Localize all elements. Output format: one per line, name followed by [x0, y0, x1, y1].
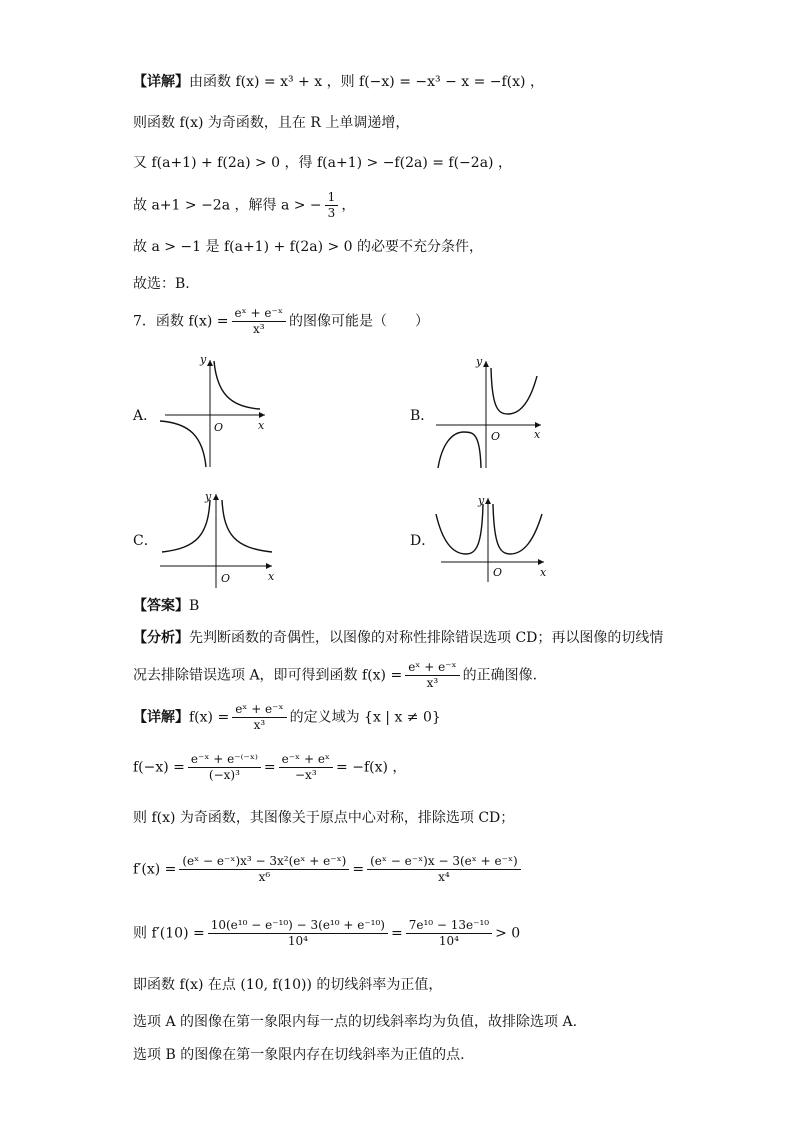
d2-post: = −f(x) ，	[336, 759, 407, 776]
graph-c	[160, 490, 280, 590]
frac-den: 10⁴	[287, 934, 308, 948]
frac-num: 10(e¹⁰ − e⁻¹⁰) − 3(e¹⁰ + e⁻¹⁰)	[208, 918, 388, 934]
option-a-label: A．	[133, 408, 158, 424]
detail-line-3: 又 f(a+1) + f(2a) > 0 ，得 f(a+1) > −f(2a) = f(−2a) ，	[133, 155, 512, 171]
frac-num: eˣ + e⁻ˣ	[232, 702, 286, 718]
x-axis-label: x	[534, 428, 541, 441]
line4-pre: 故 a+1 > −2a ，解得 a > −	[133, 197, 322, 214]
d4-fraction-2	[367, 854, 521, 885]
q7-pre: 7．函数 f(x) =	[133, 313, 229, 330]
d2-fraction-2	[279, 752, 333, 783]
frac-den: x³	[252, 322, 265, 336]
detail-line-2: 则函数 f(x) 为奇函数，且在 R 上单调递增，	[133, 115, 410, 131]
d5-eq: =	[390, 925, 403, 942]
y-axis-label: y	[200, 353, 207, 366]
frac-den: x³	[426, 676, 439, 690]
detail-q7-tag: 【详解】	[133, 709, 189, 726]
frac-num: 7e¹⁰ − 13e⁻¹⁰	[406, 918, 492, 934]
d1-fraction	[232, 702, 286, 733]
y-axis-label: y	[205, 490, 212, 503]
d1-post: 的定义域为 {x | x ≠ 0}	[289, 709, 441, 726]
y-axis-label: y	[476, 355, 483, 368]
frac-den: x⁶	[258, 870, 271, 884]
option-d-label: D．	[410, 533, 436, 549]
frac-den: (−x)³	[208, 768, 240, 782]
line4-post: ，	[341, 197, 356, 214]
analysis-tag: 【分析】	[133, 630, 189, 646]
detail-line-1	[133, 72, 544, 92]
frac-den: −x³	[295, 768, 317, 782]
origin-label: O	[221, 572, 231, 585]
frac-num: e⁻ˣ + eˣ	[279, 752, 333, 768]
detail-line-4	[133, 190, 355, 221]
fraction	[325, 190, 339, 221]
origin-label: O	[214, 421, 224, 434]
frac-num: e⁻ˣ + e⁻⁽⁻ˣ⁾	[188, 752, 261, 768]
graph-a	[160, 355, 275, 470]
detail-q7-line-2	[133, 752, 406, 783]
analysis-post: 的正确图像.	[462, 667, 538, 684]
question-7	[133, 306, 429, 337]
detail-q7-line-8: 选项 B 的图像在第一象限内存在切线斜率为正值的点.	[133, 1047, 465, 1063]
detail-tag: 【详解】	[133, 74, 189, 90]
detail-text: 由函数 f(x) = x³ + x ，则 f(−x) = −x³ − x = −f(x) ，	[189, 74, 544, 90]
d2-pre: f(−x) =	[133, 759, 185, 776]
option-c-label: C．	[133, 533, 158, 549]
d5-pre: 则 f′(10) =	[133, 925, 205, 942]
detail-q7-line-1	[133, 702, 441, 733]
graph-d	[436, 494, 556, 589]
detail-q7-line-6: 即函数 f(x) 在点 (10, f(10)) 的切线斜率为正值，	[133, 977, 443, 993]
option-b-label: B．	[410, 408, 435, 424]
analysis-line-1	[133, 628, 663, 648]
d5-post: > 0	[495, 925, 521, 942]
d5-fraction-1	[208, 918, 388, 949]
frac-num: eˣ + e⁻ˣ	[405, 660, 459, 676]
frac-num: 1	[325, 190, 339, 206]
d5-fraction-2	[406, 918, 492, 949]
frac-den: 10⁴	[438, 934, 459, 948]
frac-den: 3	[327, 206, 336, 220]
frac-num: (eˣ − e⁻ˣ)x − 3(eˣ + e⁻ˣ)	[367, 854, 521, 870]
origin-label: O	[493, 566, 503, 579]
d4-fraction-1	[179, 854, 349, 885]
frac-den: x⁴	[438, 870, 450, 884]
detail-q7-line-7: 选项 A 的图像在第一象限内每一点的切线斜率均为负值，故排除选项 A.	[133, 1014, 578, 1030]
detail-q7-line-3: 则 f(x) 为奇函数，其图像关于原点中心对称，排除选项 CD；	[133, 810, 515, 826]
d1-pre: f(x) =	[189, 709, 230, 726]
answer-line	[133, 596, 199, 616]
d4-eq: =	[352, 861, 365, 878]
analysis-fraction	[405, 660, 459, 691]
detail-q7-line-4	[133, 854, 524, 885]
q7-fraction	[232, 306, 286, 337]
frac-den: x³	[253, 718, 266, 732]
d2-eq: =	[263, 759, 276, 776]
answer-tag: 【答案】	[133, 598, 189, 614]
detail-line-6: 故选：B.	[133, 276, 190, 292]
analysis-text: 先判断函数的奇偶性，以图像的对称性排除错误选项 CD；再以图像的切线情	[189, 630, 664, 646]
x-axis-label: x	[258, 419, 265, 432]
x-axis-label: x	[268, 570, 275, 583]
x-axis-label: x	[540, 566, 547, 579]
q7-post: 的图像可能是（ ）	[288, 313, 429, 330]
y-axis-label: y	[478, 494, 485, 507]
d2-fraction-1	[188, 752, 261, 783]
graph-b	[436, 355, 551, 473]
answer-text: B	[189, 598, 200, 614]
frac-num: (eˣ − e⁻ˣ)x³ − 3x²(eˣ + e⁻ˣ)	[179, 854, 349, 870]
detail-q7-line-5	[133, 918, 520, 949]
analysis-pre: 况去排除错误选项 A，即可得到函数 f(x) =	[133, 667, 403, 684]
origin-label: O	[491, 430, 501, 443]
detail-line-5: 故 a > −1 是 f(a+1) + f(2a) > 0 的必要不充分条件，	[133, 239, 484, 255]
analysis-line-2	[133, 660, 537, 691]
frac-num: eˣ + e⁻ˣ	[232, 306, 286, 322]
d4-pre: f′(x) =	[133, 861, 177, 878]
